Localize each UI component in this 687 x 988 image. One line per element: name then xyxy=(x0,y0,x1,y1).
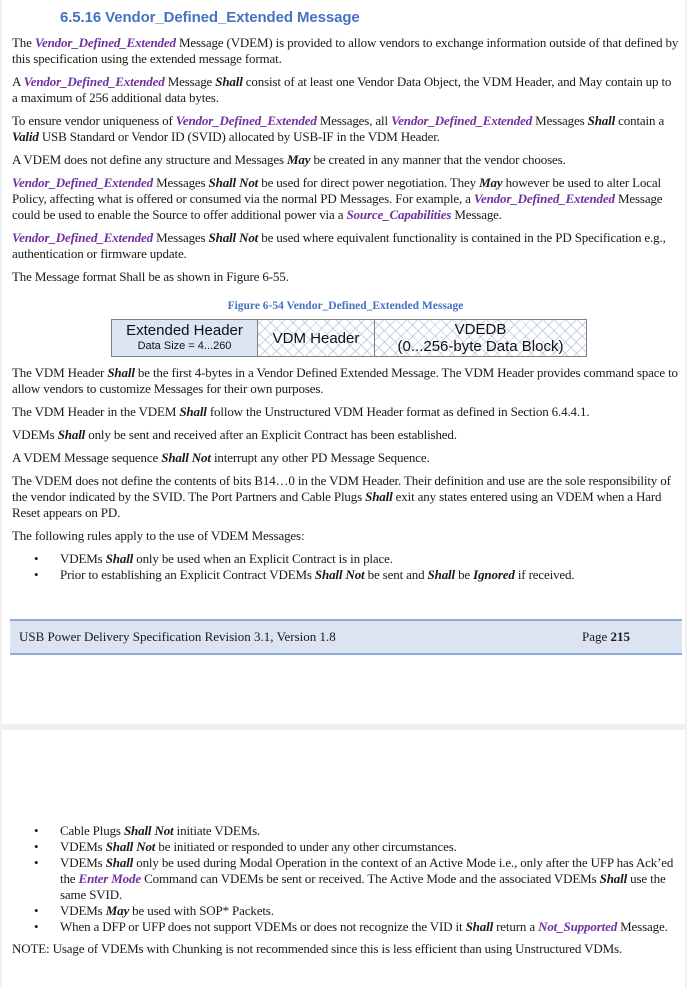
paragraph-power-negotiation xyxy=(12,175,679,223)
text: be created in any manner that the vendor chooses. xyxy=(310,152,566,167)
message-format-figure xyxy=(111,319,587,357)
page-content xyxy=(12,0,679,589)
paragraph-structure xyxy=(12,152,679,168)
text: only be sent and received after an Explicit Contract has been established. xyxy=(85,427,457,442)
keyword-shall: Shall xyxy=(365,489,393,504)
list-item xyxy=(12,919,679,935)
link-vendor-defined-extended[interactable]: Vendor_Defined_Extended xyxy=(391,113,533,128)
page-label: Page xyxy=(581,629,611,644)
text: The VDEM does not define the contents of bits B14…0 in the VDM Header. Their definition and use are the sole responsibility of the vendor indicated by the SVID. The Port Partners and Cable Plugs xyxy=(12,473,671,504)
bullet-icon: • xyxy=(34,551,39,566)
bullet-icon: • xyxy=(34,839,39,854)
text: VDEMs xyxy=(60,903,106,918)
text: be used where equivalent functionality is contained in the PD Specification e.g., authentication or firmware update. xyxy=(12,230,666,261)
list-item xyxy=(12,551,679,567)
link-vendor-defined-extended[interactable]: Vendor_Defined_Extended xyxy=(12,230,153,245)
paragraph-vdm-header xyxy=(12,365,679,397)
text: The VDM Header xyxy=(12,365,108,380)
keyword-shall: Shall xyxy=(107,365,135,380)
text: A xyxy=(12,74,24,89)
link-not-supported[interactable]: Not_Supported xyxy=(538,919,618,934)
page-content xyxy=(12,823,679,964)
paragraph-format: The Message format Shall be as shown in Figure 6-55. xyxy=(12,269,289,284)
keyword-shall: Shall xyxy=(105,855,134,870)
paragraph-explicit-contract xyxy=(12,427,679,443)
section-heading: 6.5.16 Vendor_Defined_Extended Message xyxy=(60,9,360,26)
list-item xyxy=(12,839,679,855)
text: if received. xyxy=(514,567,575,582)
note-paragraph: NOTE: Usage of VDEMs with Chunking is not recommended since this is less efficient than using Unstructured VDMs. xyxy=(12,941,623,956)
text: be used for direct power negotiation. They xyxy=(258,175,480,190)
text: be sent and xyxy=(364,567,428,582)
text: Messages, all xyxy=(316,113,392,128)
paragraph-intro xyxy=(12,35,679,67)
keyword-shall-not: Shall Not xyxy=(208,230,259,245)
keyword-shall: Shall xyxy=(179,404,207,419)
page-number: 215 xyxy=(610,629,630,644)
rules-list xyxy=(12,551,679,583)
keyword-valid: Valid xyxy=(12,129,39,144)
keyword-shall-not: Shall Not xyxy=(314,567,365,582)
figure-caption: Figure 6-54 Vendor_Defined_Extended Message xyxy=(227,300,464,312)
text: Message (VDEM) is provided to allow vendors to exchange information outside of that defined by this specification using the extended message format. xyxy=(12,35,679,66)
text: To ensure vendor uniqueness of xyxy=(12,113,176,128)
cell-title: VDM Header xyxy=(272,329,360,347)
text: Message could be used to enable the Source to offer additional power via a xyxy=(12,191,663,222)
keyword-shall: Shall xyxy=(57,427,86,442)
keyword-may: May xyxy=(479,175,503,190)
link-vendor-defined-extended[interactable]: Vendor_Defined_Extended xyxy=(23,74,165,89)
text: Message. xyxy=(617,919,668,934)
keyword-shall: Shall xyxy=(587,113,616,128)
paragraph-bits xyxy=(12,473,679,521)
keyword-shall-not: Shall Not xyxy=(123,823,174,838)
paragraph-vdm-header-format xyxy=(12,404,679,420)
keyword-shall-not: Shall Not xyxy=(161,450,211,465)
text: return a xyxy=(493,919,539,934)
text: be used with SOP* Packets. xyxy=(129,903,274,918)
bullet-icon: • xyxy=(34,567,39,582)
cell-subtitle: Data Size = 4...260 xyxy=(137,340,232,352)
list-item xyxy=(12,567,679,583)
document-page-215 xyxy=(2,0,685,724)
text: only be used when an Explicit Contract is in place. xyxy=(133,551,393,566)
list-item xyxy=(12,823,679,839)
cell-subtitle: (0...256-byte Data Block) xyxy=(397,338,564,355)
text: be xyxy=(454,567,474,582)
keyword-shall: Shall xyxy=(427,567,455,582)
keyword-shall-not: Shall Not xyxy=(105,839,156,854)
cell-title: Extended Header xyxy=(126,322,243,339)
keyword-shall: Shall xyxy=(215,74,243,89)
link-vendor-defined-extended[interactable]: Vendor_Defined_Extended xyxy=(12,175,153,190)
text: Messages xyxy=(153,175,209,190)
link-enter-mode[interactable]: Enter Mode xyxy=(78,871,141,886)
text: exit any states entered using an VDEM when a Hard Reset appears on PD. xyxy=(12,489,662,520)
bullet-icon: • xyxy=(34,903,39,918)
document-page-216 xyxy=(2,730,685,988)
text: Messages xyxy=(153,230,209,245)
paragraph-contents xyxy=(12,74,679,106)
page-footer xyxy=(10,619,682,655)
paragraph-uniqueness xyxy=(12,113,679,145)
link-vendor-defined-extended[interactable]: Vendor_Defined_Extended xyxy=(175,113,317,128)
figure-cell-vdm-header xyxy=(258,320,375,356)
paragraph-rules-intro: The following rules apply to the use of VDEM Messages: xyxy=(12,528,305,543)
text: A VDEM Message sequence xyxy=(12,450,162,465)
cell-title: VDEDB xyxy=(454,321,507,338)
rules-list-continued xyxy=(12,823,679,935)
keyword-shall: Shall xyxy=(599,871,628,886)
text: Prior to establishing an Explicit Contract VDEMs xyxy=(60,567,315,582)
bullet-icon: • xyxy=(34,823,39,838)
link-vendor-defined-extended[interactable]: Vendor_Defined_Extended xyxy=(473,191,615,206)
text: VDEMs xyxy=(60,551,106,566)
text: The VDM Header in the VDEM xyxy=(12,404,180,419)
paragraph-sequence xyxy=(12,450,679,466)
keyword-may: May xyxy=(286,152,311,167)
paragraph-equivalent-functionality xyxy=(12,230,679,262)
text: VDEMs xyxy=(60,839,106,854)
bullet-icon: • xyxy=(34,855,39,870)
text: VDEMs xyxy=(60,855,106,870)
text: only be used during Modal Operation in the context of an Active Mode i.e., only after the UFP has Ack’ed the xyxy=(60,855,674,886)
link-vendor-defined-extended[interactable]: Vendor_Defined_Extended xyxy=(34,35,176,50)
text: follow the Unstructured VDM Header format as defined in Section 6.4.4.1. xyxy=(206,404,590,419)
keyword-shall: Shall xyxy=(105,551,134,566)
text: USB Standard or Vendor ID (SVID) allocated by USB-IF in the VDM Header. xyxy=(38,129,440,144)
list-item xyxy=(12,855,679,903)
text: Command can VDEMs be sent or received. The Active Mode and the associated VDEMs xyxy=(140,871,600,886)
text: initiate VDEMs. xyxy=(173,823,261,838)
text: be initiated or responded to under any other circumstances. xyxy=(155,839,457,854)
keyword-may: May xyxy=(105,903,130,918)
text: interrupt any other PD Message Sequence. xyxy=(210,450,430,465)
figure-cell-vdedb xyxy=(375,320,586,356)
text: consist of at least one Vendor Data Object, the VDM Header, and May contain up to a maximum of 256 additional data bytes. xyxy=(12,74,672,105)
text: Messages xyxy=(532,113,588,128)
text: A VDEM does not define any structure and Messages xyxy=(12,152,287,167)
figure-cell-extended-header xyxy=(112,320,258,356)
text: The xyxy=(12,35,35,50)
text: Cable Plugs xyxy=(60,823,124,838)
footer-title: USB Power Delivery Specification Revision 3.1, Version 1.8 xyxy=(19,629,336,644)
text: contain a xyxy=(615,113,665,128)
footer-page xyxy=(582,621,630,653)
text: be the first 4-bytes in a Vendor Defined Extended Message. The VDM Header provides command space to allow vendors to customize Messages for their own purposes. xyxy=(12,365,678,396)
text: VDEMs xyxy=(12,427,58,442)
link-source-capabilities[interactable]: Source_Capabilities xyxy=(346,207,452,222)
keyword-shall: Shall xyxy=(465,919,494,934)
text: Message xyxy=(164,74,216,89)
text: When a DFP or UFP does not support VDEMs or does not recognize the VID it xyxy=(60,919,466,934)
list-item xyxy=(12,903,679,919)
keyword-shall-not: Shall Not xyxy=(208,175,259,190)
keyword-ignored: Ignored xyxy=(473,567,515,582)
text: however be used to alter Local Policy, affecting what is offered or consumed via the normal PD Messages. For example, a xyxy=(12,175,661,206)
bullet-icon: • xyxy=(34,919,39,934)
text: use the same SVID. xyxy=(60,871,666,902)
text: Message. xyxy=(451,207,502,222)
